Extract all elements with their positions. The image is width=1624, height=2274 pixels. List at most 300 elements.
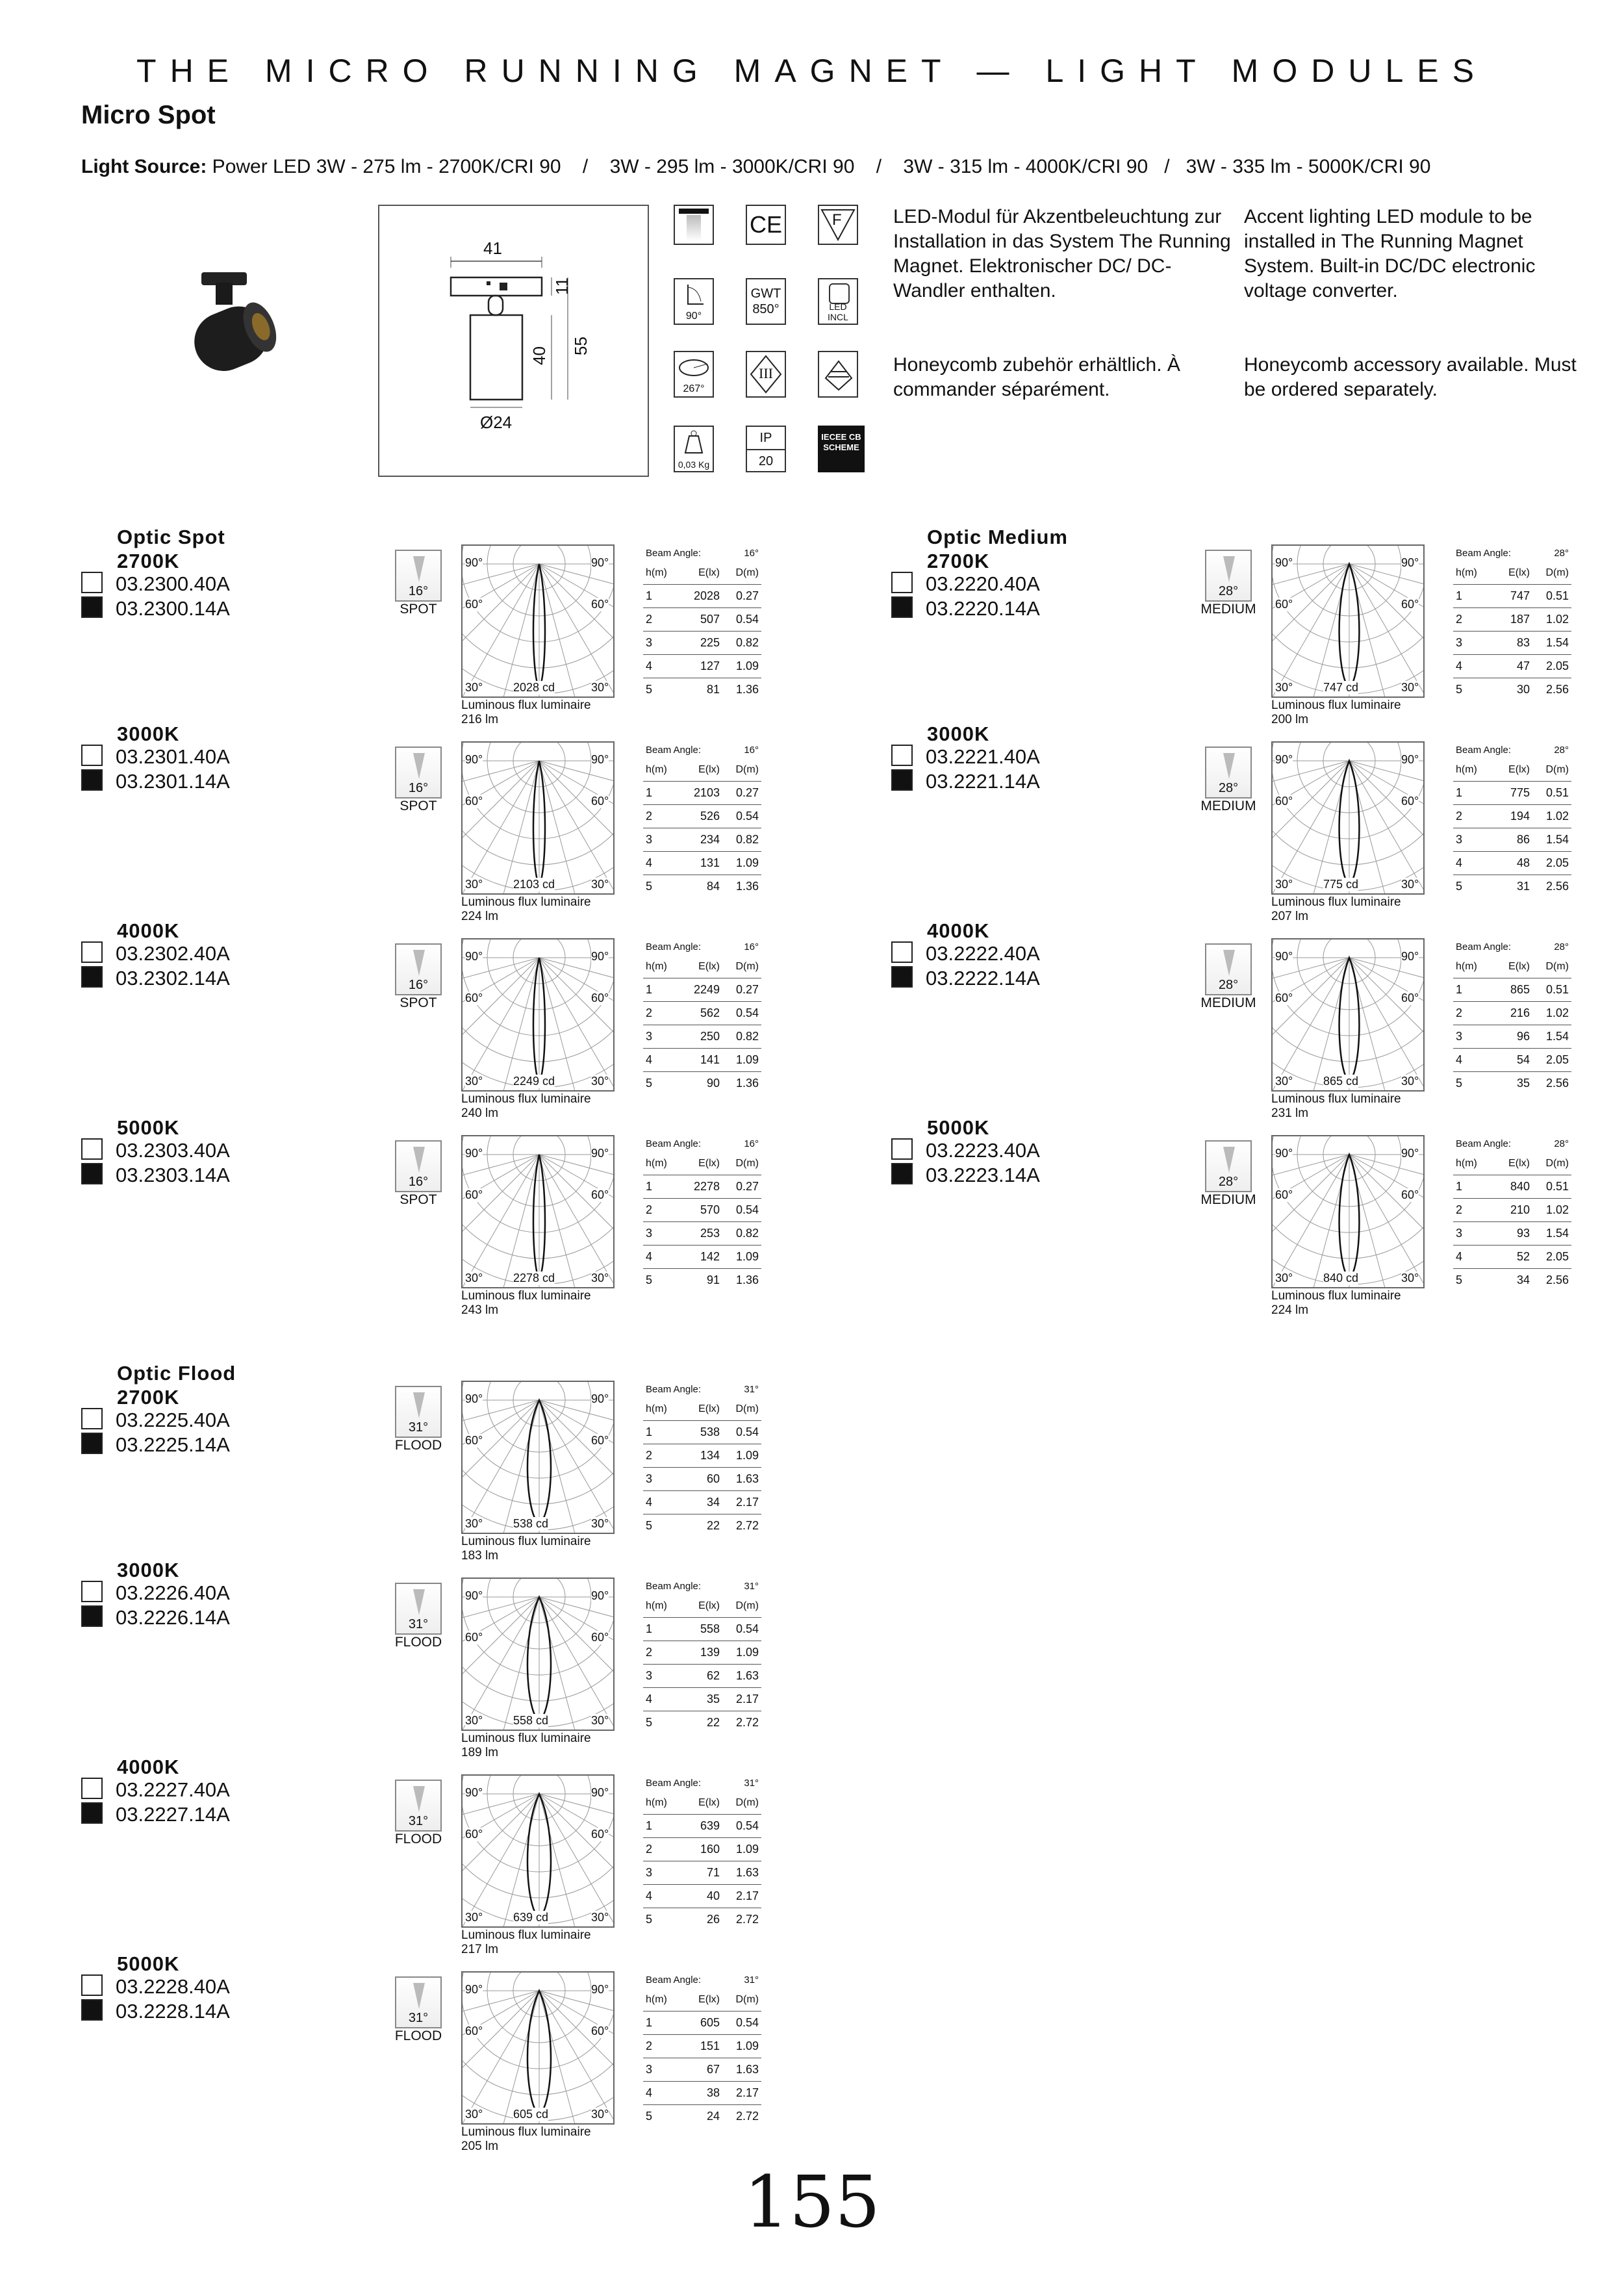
beam-table-cell: 38 <box>681 2082 722 2105</box>
beam-table-col-h: h(m) <box>643 1988 681 2012</box>
beam-table-col-e: E(lx) <box>681 1988 722 2012</box>
polar-diagram <box>1271 938 1425 1092</box>
luminous-flux-label: Luminous flux luminaire <box>461 1731 591 1745</box>
article-code-black-text: 03.2226.14A <box>116 1606 230 1629</box>
beam-table-cell: 5 <box>1456 880 1463 893</box>
beam-table-cell: 0.54 <box>722 1002 761 1025</box>
polar-angle-label: 90° <box>591 1392 609 1405</box>
beam-table-cell: 1.63 <box>722 2058 761 2082</box>
rotation-icon <box>674 351 714 398</box>
polar-diagram <box>1271 1135 1425 1288</box>
beam-table-row <box>643 828 761 852</box>
track-icon <box>674 205 714 245</box>
beam-type-label: SPOT <box>400 798 437 813</box>
beam-table-cell: 26 <box>706 1913 720 1926</box>
beam-table-cell: 3 <box>1453 1025 1491 1049</box>
white-finish-swatch <box>81 1974 103 1996</box>
beam-table-cell: 1 <box>643 978 681 1002</box>
beam-table-row <box>643 805 761 828</box>
beam-angle-value: 31° <box>408 1420 429 1435</box>
white-finish-swatch <box>81 1138 103 1160</box>
beam-table-cell: 0.54 <box>722 2012 761 2035</box>
luminous-flux <box>461 1289 591 1318</box>
beam-angle-label: Beam Angle: <box>646 1777 702 1789</box>
beam-table-row <box>1453 678 1571 702</box>
peak-intensity: 2103 cd <box>513 878 555 891</box>
white-finish-swatch <box>81 941 103 963</box>
beam-table-row <box>643 1665 761 1688</box>
beam-table-row <box>643 1711 761 1735</box>
polar-angle-label: 90° <box>465 1147 483 1160</box>
beam-table-cell: 31 <box>1516 880 1530 893</box>
beam-table-row <box>643 1246 761 1269</box>
beam-angle-badge <box>395 1583 442 1635</box>
beam-table-cell: 67 <box>681 2058 722 2082</box>
tilt-value: 90° <box>685 311 702 322</box>
dim-41: 41 <box>483 238 502 258</box>
article-code-black <box>81 1999 230 2024</box>
article-code-black-text: 03.2300.14A <box>116 597 230 620</box>
dim-55: 55 <box>570 337 590 355</box>
polar-angle-label: 30° <box>465 1271 483 1284</box>
beam-angle-badge <box>1205 550 1252 602</box>
article-code-white <box>81 1974 230 1999</box>
beam-table-row <box>643 875 761 899</box>
beam-angle-label: Beam Angle: <box>646 1138 702 1149</box>
beam-angle-label: Beam Angle: <box>646 1580 702 1592</box>
beam-angle-badge <box>395 1140 442 1192</box>
article-code-white <box>81 572 230 596</box>
black-finish-swatch <box>891 596 913 618</box>
honeycomb-note-de: Honeycomb zubehör erhältlich. À commander séparément. <box>893 354 1180 400</box>
beam-angle-label: Beam Angle: <box>1456 941 1512 952</box>
beam-type-label: MEDIUM <box>1200 602 1256 617</box>
article-code-white-text: 03.2222.40A <box>926 942 1040 965</box>
polar-angle-label: 60° <box>465 1631 483 1644</box>
beam-table-cell: 1.09 <box>722 1246 761 1269</box>
beam-table-cell: 5 <box>646 880 653 893</box>
black-finish-swatch <box>81 596 103 618</box>
beam-table-cell: 5 <box>646 1519 653 1532</box>
article-code-white <box>891 1138 1040 1163</box>
white-finish-swatch <box>891 572 913 593</box>
beam-table-cell: 1.09 <box>722 1641 761 1665</box>
polar-diagram <box>461 938 615 1092</box>
beam-table-cell: 0.54 <box>722 1421 761 1444</box>
beam-table-row <box>1453 852 1571 875</box>
article-code-white-text: 03.2301.40A <box>116 745 230 768</box>
beam-table-cell: 35 <box>1516 1077 1530 1090</box>
beam-table-row <box>643 1049 761 1072</box>
luminous-flux <box>461 2125 591 2154</box>
light-source-label: Light Source: <box>81 156 207 177</box>
luminous-flux <box>461 1731 591 1760</box>
beam-table-cell: 3 <box>1453 632 1491 655</box>
beam-table-row <box>1453 608 1571 632</box>
optic-name: Optic Flood <box>117 1362 236 1385</box>
beam-cone-icon <box>413 1589 425 1615</box>
color-temperature: 4000K <box>117 919 180 942</box>
beam-table-row <box>1453 1002 1571 1025</box>
beam-table-cell: 3 <box>643 1222 681 1246</box>
beam-table-cell: 1 <box>643 1175 681 1199</box>
beam-table-cell: 194 <box>1491 805 1532 828</box>
beam-table-cell: 4 <box>643 1885 681 1908</box>
beam-table-cell: 0.54 <box>722 1199 761 1222</box>
beam-angle-badge <box>1205 943 1252 995</box>
polar-angle-label: 90° <box>1401 950 1419 963</box>
polar-angle-label: 30° <box>465 1075 483 1088</box>
beam-table-row <box>643 678 761 702</box>
article-code-white <box>81 745 230 769</box>
article-code-black-text: 03.2223.14A <box>926 1164 1040 1186</box>
article-code-white-text: 03.2302.40A <box>116 942 230 965</box>
beam-table-row <box>643 1838 761 1861</box>
article-code-white <box>81 1581 230 1605</box>
beam-table-cell: 34 <box>1516 1273 1530 1286</box>
luminous-flux-value: 207 lm <box>1271 910 1309 923</box>
beam-cone-icon <box>413 753 425 779</box>
beam-table-cell: 2.72 <box>735 2110 759 2123</box>
beam-table-col-d: D(m) <box>1532 561 1571 585</box>
beam-table-row <box>1453 632 1571 655</box>
beam-type-label: MEDIUM <box>1200 798 1256 813</box>
beam-table-cell: 22 <box>706 1519 720 1532</box>
beam-table-col-h: h(m) <box>643 955 681 978</box>
polar-angle-label: 90° <box>1275 1147 1293 1160</box>
gwt-icon <box>746 278 786 325</box>
beam-angle-value: 28° <box>1218 1175 1239 1189</box>
polar-angle-label: 90° <box>591 1589 609 1602</box>
article-code-white-text: 03.2225.40A <box>116 1409 230 1431</box>
polar-angle-label: 60° <box>591 2025 609 2038</box>
beam-angle-value: 16° <box>408 584 429 598</box>
polar-angle-label: 30° <box>1401 1075 1419 1088</box>
beam-table-cell: 2.17 <box>722 2082 761 2105</box>
beam-angle-value: 16° <box>408 1175 429 1189</box>
optic-name: Optic Spot <box>117 526 225 548</box>
color-temperature: 5000K <box>117 1952 180 1975</box>
article-code-black <box>81 596 230 621</box>
beam-table-cell: 0.51 <box>1532 978 1571 1002</box>
polar-angle-label: 60° <box>591 1828 609 1841</box>
color-temperature: 3000K <box>117 722 180 745</box>
article-code-black-text: 03.2302.14A <box>116 967 230 990</box>
beam-table-row <box>1453 805 1571 828</box>
beam-table-cell: 253 <box>681 1222 722 1246</box>
beam-table-cell: 234 <box>681 828 722 852</box>
beam-angle-row <box>643 1578 761 1594</box>
beam-table-cell: 0.82 <box>722 632 761 655</box>
polar-angle-label: 60° <box>1275 598 1293 611</box>
article-code-black-text: 03.2301.14A <box>116 770 230 793</box>
beam-table-cell: 1.02 <box>1532 608 1571 632</box>
beam-type-label: SPOT <box>400 995 437 1010</box>
beam-angle-badge <box>395 1780 442 1832</box>
beam-table-row <box>643 852 761 875</box>
peak-intensity: 865 cd <box>1323 1075 1359 1088</box>
beam-angle-value: 28° <box>1554 1138 1569 1149</box>
beam-table-cell: 139 <box>681 1641 722 1665</box>
beam-table-row <box>643 1908 761 1932</box>
beam-table-cell: 48 <box>1491 852 1532 875</box>
beam-table-header <box>643 1398 761 1421</box>
beam-table-col-d: D(m) <box>722 1988 761 2012</box>
beam-table-cell: 0.82 <box>722 1025 761 1049</box>
article-code-black <box>891 1163 1040 1188</box>
polar-angle-label: 30° <box>465 2108 483 2121</box>
polar-angle-label: 60° <box>1401 1188 1419 1201</box>
beam-table-cell: 71 <box>681 1861 722 1885</box>
beam-table-cell: 2.05 <box>1532 852 1571 875</box>
beam-table-cell: 526 <box>681 805 722 828</box>
beam-table-col-d: D(m) <box>722 1398 761 1421</box>
beam-table <box>1453 938 1571 1095</box>
polar-angle-label: 30° <box>1401 878 1419 891</box>
beam-table-row <box>1453 655 1571 678</box>
polar-angle-label: 90° <box>1275 950 1293 963</box>
beam-angle-value: 31° <box>744 1777 759 1789</box>
beam-table-cell: 1 <box>1453 978 1491 1002</box>
beam-table-header <box>643 758 761 782</box>
beam-angle-value: 16° <box>408 978 429 992</box>
beam-table-cell: 2 <box>643 1838 681 1861</box>
luminous-flux-value: 231 lm <box>1271 1106 1309 1120</box>
luminous-flux-label: Luminous flux luminaire <box>1271 895 1401 909</box>
beam-table-cell: 52 <box>1491 1246 1532 1269</box>
article-code-black-text: 03.2220.14A <box>926 597 1040 620</box>
beam-table-cell: 1.63 <box>722 1468 761 1491</box>
beam-type-label: SPOT <box>400 1192 437 1207</box>
beam-table-col-h: h(m) <box>643 1791 681 1815</box>
beam-table-row <box>643 978 761 1002</box>
beam-table-row <box>1453 1222 1571 1246</box>
beam-table-row <box>643 1514 761 1538</box>
beam-table-row <box>643 1688 761 1711</box>
beam-table-col-h: h(m) <box>1453 1152 1491 1175</box>
beam-angle-value: 31° <box>408 1814 429 1828</box>
polar-angle-label: 30° <box>465 1517 483 1530</box>
beam-table <box>643 1971 761 2128</box>
beam-type-label: FLOOD <box>394 2028 442 2043</box>
polar-diagram <box>461 1971 615 2125</box>
luminous-flux-value: 224 lm <box>1271 1303 1309 1317</box>
beam-table-cell: 2 <box>1453 805 1491 828</box>
beam-table <box>643 544 761 701</box>
beam-table-cell: 4 <box>643 852 681 875</box>
article-code-black <box>81 1163 230 1188</box>
beam-angle-value: 31° <box>744 1974 759 1986</box>
article-code-white-text: 03.2227.40A <box>116 1778 230 1801</box>
polar-diagram <box>461 741 615 895</box>
polar-angle-label: 90° <box>465 1983 483 1996</box>
beam-table-cell: 2.05 <box>1532 1246 1571 1269</box>
beam-angle-value: 28° <box>1218 781 1239 795</box>
polar-angle-label: 30° <box>591 1911 609 1924</box>
beam-table-row <box>643 1175 761 1199</box>
beam-table-cell: 4 <box>643 1688 681 1711</box>
polar-angle-label: 30° <box>465 1911 483 1924</box>
beam-table-cell: 1.09 <box>722 1444 761 1468</box>
beam-table-cell: 2.56 <box>1545 1273 1569 1286</box>
beam-table <box>643 1135 761 1292</box>
article-code-white <box>891 745 1040 769</box>
peak-intensity: 747 cd <box>1323 681 1359 694</box>
beam-table-cell: 605 <box>681 2012 722 2035</box>
polar-angle-label: 60° <box>591 1631 609 1644</box>
peak-intensity: 605 cd <box>513 2108 549 2121</box>
polar-angle-label: 90° <box>465 950 483 963</box>
white-finish-swatch <box>81 1581 103 1602</box>
beam-table-cell: 3 <box>643 1665 681 1688</box>
beam-angle-badge <box>395 1386 442 1438</box>
beam-angle-value: 28° <box>1554 744 1569 756</box>
beam-table-col-e: E(lx) <box>681 1398 722 1421</box>
beam-table-row <box>1453 1049 1571 1072</box>
polar-angle-label: 30° <box>1275 878 1293 891</box>
beam-table-cell: 5 <box>646 683 653 696</box>
beam-angle-value: 16° <box>744 547 759 559</box>
beam-table-col-e: E(lx) <box>1491 758 1532 782</box>
luminous-flux-value: 200 lm <box>1271 713 1309 726</box>
beam-cone-icon <box>1223 950 1235 976</box>
beam-table-col-e: E(lx) <box>681 758 722 782</box>
article-code-white-text: 03.2228.40A <box>116 1975 230 1998</box>
polar-angle-label: 60° <box>591 598 609 611</box>
polar-diagram <box>461 1774 615 1928</box>
beam-angle-value: 31° <box>744 1383 759 1395</box>
white-finish-swatch <box>81 1778 103 1799</box>
beam-table-cell: 2.56 <box>1545 1077 1569 1090</box>
beam-table-row <box>643 608 761 632</box>
luminous-flux-value: 240 lm <box>461 1106 499 1120</box>
polar-diagram <box>1271 741 1425 895</box>
polar-angle-label: 90° <box>591 1786 609 1799</box>
black-finish-swatch <box>891 1163 913 1184</box>
beam-table-row <box>643 2035 761 2058</box>
beam-table-cell: 91 <box>706 1273 720 1286</box>
beam-table-col-d: D(m) <box>722 955 761 978</box>
beam-table-cell: 96 <box>1491 1025 1532 1049</box>
beam-table-row <box>1453 1025 1571 1049</box>
beam-table-header <box>643 561 761 585</box>
beam-angle-value: 31° <box>744 1580 759 1592</box>
beam-table-cell: 2249 <box>681 978 722 1002</box>
beam-table-cell: 4 <box>643 1049 681 1072</box>
article-code-white-text: 03.2221.40A <box>926 745 1040 768</box>
polar-angle-label: 30° <box>591 1517 609 1530</box>
beam-table-cell: 3 <box>643 1861 681 1885</box>
beam-table-row <box>643 1199 761 1222</box>
black-finish-swatch <box>81 966 103 988</box>
beam-table-row <box>1453 828 1571 852</box>
beam-table-cell: 4 <box>1453 1049 1491 1072</box>
polar-angle-label: 90° <box>591 753 609 766</box>
beam-table-cell: 2.17 <box>722 1491 761 1514</box>
beam-table-cell: 187 <box>1491 608 1532 632</box>
beam-table-col-d: D(m) <box>1532 1152 1571 1175</box>
gwt-label: GWT <box>750 287 781 301</box>
beam-table-cell: 1.54 <box>1532 632 1571 655</box>
beam-table-cell: 3 <box>643 828 681 852</box>
beam-table-col-h: h(m) <box>643 561 681 585</box>
polar-angle-label: 30° <box>591 878 609 891</box>
beam-table-cell: 2.56 <box>1545 880 1569 893</box>
article-code-black-text: 03.2303.14A <box>116 1164 230 1186</box>
beam-table-row <box>1453 1199 1571 1222</box>
beam-angle-row <box>643 544 761 561</box>
beam-table-cell: 5 <box>1456 683 1463 696</box>
beam-type-label: SPOT <box>400 602 437 617</box>
luminous-flux-value: 216 lm <box>461 713 499 726</box>
polar-diagram <box>461 1381 615 1534</box>
beam-table-cell: 127 <box>681 655 722 678</box>
polar-angle-label: 60° <box>465 795 483 808</box>
beam-table-cell: 1.36 <box>735 1273 759 1286</box>
weight-icon <box>674 426 714 472</box>
beam-table-row <box>643 655 761 678</box>
beam-table-cell: 0.54 <box>722 1618 761 1641</box>
polar-angle-label: 60° <box>591 1188 609 1201</box>
beam-table-cell: 1 <box>643 585 681 608</box>
beam-angle-badge <box>1205 747 1252 798</box>
beam-table-cell: 570 <box>681 1199 722 1222</box>
beam-angle-row <box>643 1381 761 1398</box>
beam-angle-badge <box>395 747 442 798</box>
beam-table-cell: 1 <box>643 1815 681 1838</box>
beam-table-row <box>643 1222 761 1246</box>
ip-rating-icon <box>746 426 786 472</box>
beam-table-cell: 1.09 <box>722 1838 761 1861</box>
beam-table-header <box>1453 758 1571 782</box>
article-code-black <box>81 769 230 794</box>
polar-angle-label: 90° <box>465 556 483 569</box>
beam-table-col-e: E(lx) <box>1491 1152 1532 1175</box>
beam-table-header <box>643 955 761 978</box>
beam-table-cell: 0.27 <box>722 585 761 608</box>
beam-table-header <box>643 1594 761 1618</box>
luminous-flux-label: Luminous flux luminaire <box>461 1092 591 1106</box>
beam-table-cell: 86 <box>1491 828 1532 852</box>
beam-table-cell: 1.36 <box>735 683 759 696</box>
beam-table-cell: 1.09 <box>722 1049 761 1072</box>
beam-table-cell: 160 <box>681 1838 722 1861</box>
beam-angle-row <box>1453 544 1571 561</box>
beam-table-cell: 22 <box>706 1716 720 1729</box>
beam-angle-value: 16° <box>744 744 759 756</box>
article-code-black <box>891 769 1040 794</box>
weight-value: 0,03 Kg <box>678 459 710 470</box>
beam-table-cell: 1.09 <box>722 852 761 875</box>
polar-angle-label: 30° <box>1275 681 1293 694</box>
beam-table-row <box>1453 1072 1571 1095</box>
beam-table-cell: 225 <box>681 632 722 655</box>
beam-table-col-h: h(m) <box>1453 955 1491 978</box>
luminous-flux <box>1271 698 1401 727</box>
beam-table <box>643 1774 761 1931</box>
black-finish-swatch <box>81 1605 103 1627</box>
beam-table-cell: 1.36 <box>735 1077 759 1090</box>
black-finish-swatch <box>81 1433 103 1454</box>
product-name: Micro Spot <box>81 101 216 129</box>
article-code-black-text: 03.2227.14A <box>116 1803 230 1826</box>
beam-type-label: FLOOD <box>394 1438 442 1453</box>
beam-table <box>1453 1135 1571 1292</box>
luminous-flux <box>461 895 591 924</box>
beam-table-cell: 4 <box>1453 1246 1491 1269</box>
gwt-value: 850° <box>752 302 780 316</box>
polar-angle-label: 90° <box>465 753 483 766</box>
